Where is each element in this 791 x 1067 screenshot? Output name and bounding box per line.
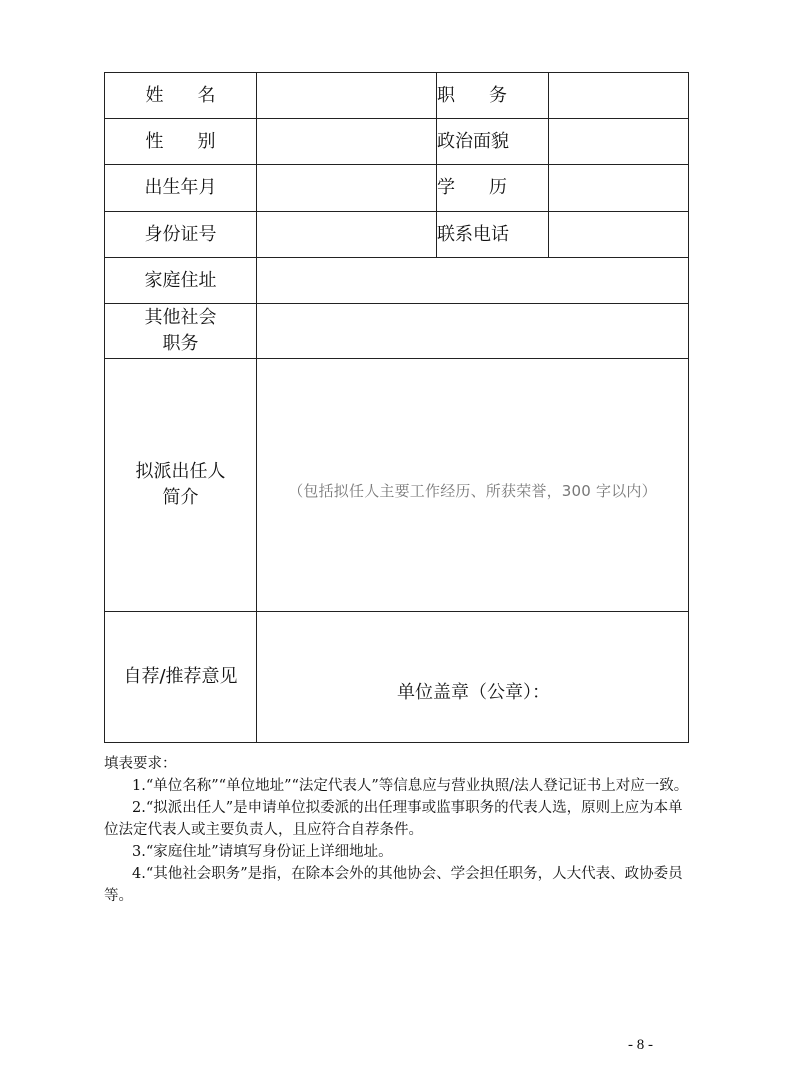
other-duties-label: 其他社会 职务: [105, 304, 257, 359]
political-status-field[interactable]: [549, 119, 689, 165]
instructions-title: 填表要求：: [104, 756, 177, 772]
instruction-item-3: 3.“家庭住址”请填写身份证上详细地址。: [132, 844, 393, 860]
name-field[interactable]: [257, 73, 437, 119]
row-opinion: [105, 612, 689, 743]
instruction-item-1: 1.“单位名称”“单位地址”“法定代表人”等信息应与营业执照/法人登记证书上对应一致。: [132, 778, 689, 794]
phone-label: 联系电话: [437, 212, 549, 258]
unit-seal-label: 单位盖章（公章）：: [397, 682, 550, 703]
name-label: 姓 名: [105, 73, 257, 119]
nominee-bio-field[interactable]: [257, 359, 689, 612]
home-address-field[interactable]: [257, 258, 689, 304]
id-number-field[interactable]: [257, 212, 437, 258]
filling-instructions: [104, 753, 694, 907]
other-duties-field[interactable]: [257, 304, 689, 359]
row-address: [105, 258, 689, 304]
political-status-label: 政治面貌: [437, 119, 549, 165]
row-birth: [105, 165, 689, 212]
recommendation-label: 自荐/推荐意见: [105, 612, 257, 743]
instruction-item-2: 2.“拟派出任人”是申请单位拟委派的出任理事或监事职务的代表人选，原则上应为本单位法定代表人或主要负责人，且应符合自荐条件。: [104, 800, 683, 838]
home-address-label: 家庭住址: [105, 258, 257, 304]
row-name: [105, 73, 689, 119]
row-id: [105, 212, 689, 258]
phone-field[interactable]: [549, 212, 689, 258]
instruction-item-4: 4.“其他社会职务”是指，在除本会外的其他协会、学会担任职务，人大代表、政协委员等。: [104, 866, 683, 904]
recommendation-field[interactable]: [257, 612, 689, 743]
bio-hint-text: （包括拟任人主要工作经历、所获荣誉，300 字以内）: [288, 481, 657, 500]
position-field[interactable]: [549, 73, 689, 119]
application-form-table: [104, 72, 689, 743]
row-bio: [105, 359, 689, 612]
position-label: 职 务: [437, 73, 549, 119]
id-number-label: 身份证号: [105, 212, 257, 258]
gender-field[interactable]: [257, 119, 437, 165]
birth-date-label: 出生年月: [105, 165, 257, 212]
education-label: 学 历: [437, 165, 549, 212]
row-gender: [105, 119, 689, 165]
gender-label: 性 别: [105, 119, 257, 165]
page-number: - 8 -: [628, 1037, 653, 1053]
education-field[interactable]: [549, 165, 689, 212]
birth-date-field[interactable]: [257, 165, 437, 212]
nominee-bio-label: 拟派出任人 简介: [105, 359, 257, 612]
row-other-duties: [105, 304, 689, 359]
